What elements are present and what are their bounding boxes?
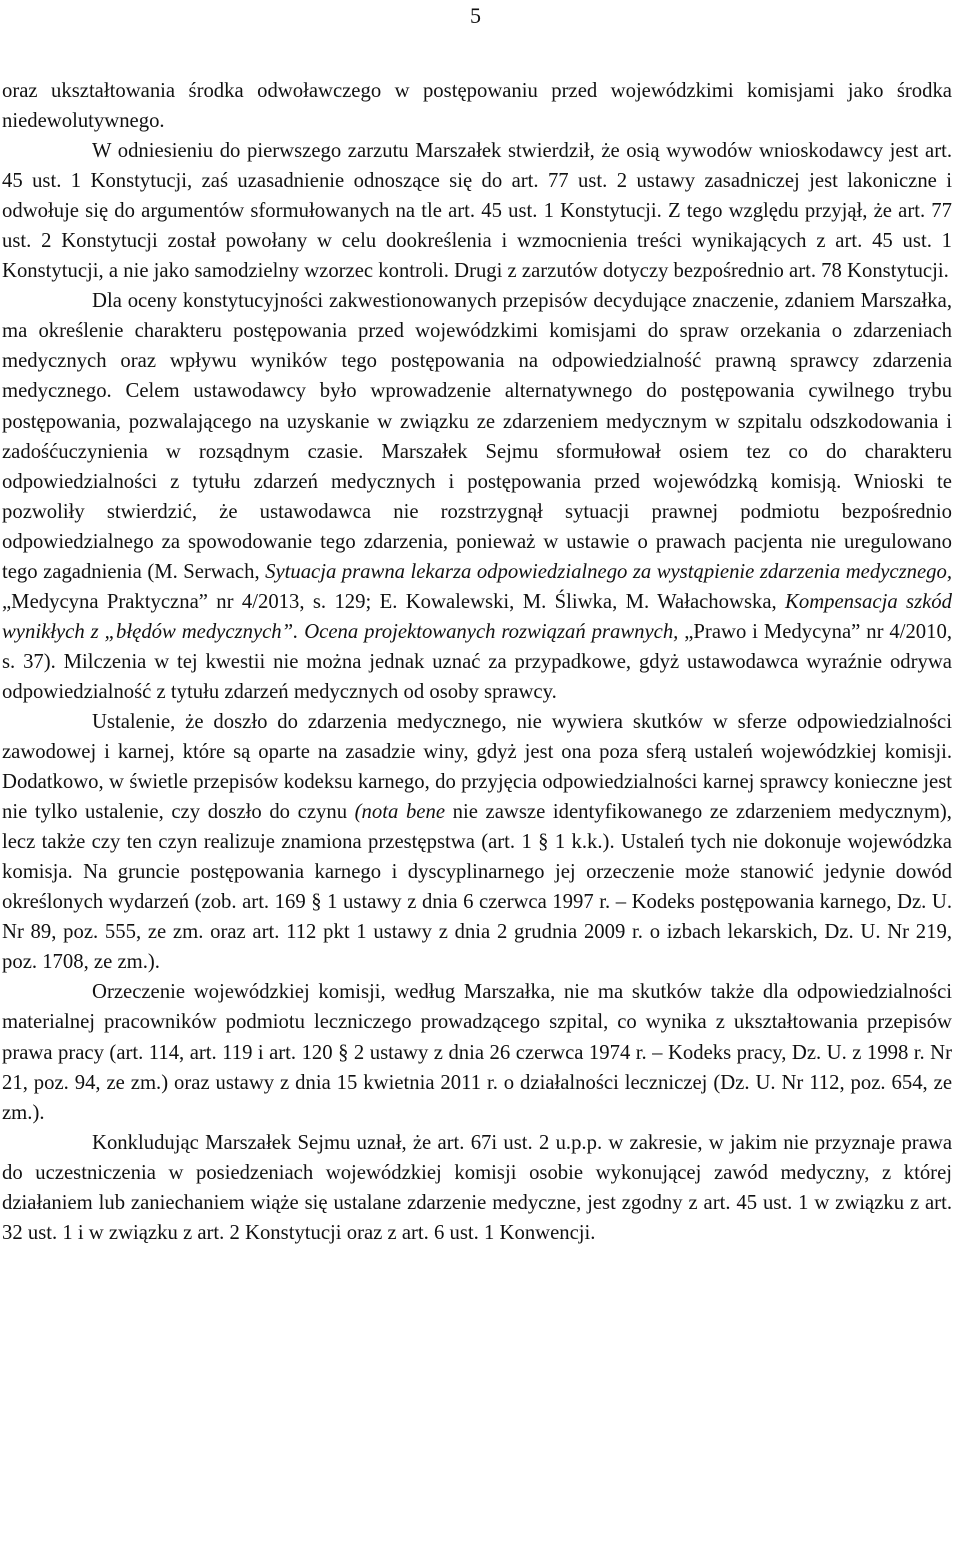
text-run: Dla oceny konstytucyjności zakwestionowanych przepisów decydujące znaczenie, zdaniem Marszałka, ma określenie charakteru postępowania przed wojewódzkimi komisjami do spraw orzekania o zdarzeniach medycznych oraz wpływu wyników tego postępowania na odpowiedzialność prawną sprawcy zdarzenia medycznego. Celem ustawodawcy było wprowadzenie alternatywnego do postępowania cywilnego trybu postępowania, pozwalającego na uzyskanie w związku ze zdarzeniem medycznym w szpitalu odszkodowania i zadośćuczynienia w rozsądnym czasie. Marszałek Sejmu sformułował osiem tez co do charakteru odpowiedzialności z tytułu zdarzeń medycznych i postępowania przed wojewódzką komisją. Wnioski te pozwoliły stwierdzić, że ustawodawca nie rozstrzygnął sytuacji prawnej podmiotu bezpośrednio odpowiedzialnego za spowodowanie tego zdarzenia, ponieważ w ustawie o prawach pacjenta nie uregulowano tego zagadnienia (M. Serwach, (2, 290, 952, 583)
text-run: „Prawo i Medycyna” nr 4/2010, s. 37). Milczenia w tej kwestii nie można jednak uznać za przypadkowe, gdyż ustawodawca wyraźnie odrywa odpowiedzialność z tytułu zdarzeń medycznych od osoby sprawcy. (2, 620, 952, 703)
citation-title-italic: Sytuacja prawna lekarza odpowiedzialnego za wystąpienie zdarzenia medycznego, (265, 560, 953, 583)
paragraph-1 (2, 76, 952, 136)
latin-phrase-italic: (nota bene (354, 801, 446, 824)
text-run: nie zawsze identyfikowanego ze zdarzeniem medycznym), lecz także czy ten czyn realizuje znamiona przestępstwa (art. 1 § 1 k.k.). Ustaleń tych nie dokonuje wojewódzka komisja. Na gruncie postępowania karnego i dyscyplinarnego jej orzeczenie może stanowić jedynie dowód określonych wydarzeń (zob. art. 169 § 1 ustawy z dnia 6 czerwca 1997 r. – Kodeks postępowania karnego, Dz. U. Nr 89, poz. 555, ze zm. oraz art. 112 pkt 1 ustawy z dnia 2 grudnia 2009 r. o izbach lekarskich, Dz. U. Nr 219, poz. 1708, ze zm.). (2, 801, 952, 974)
paragraph-6 (2, 1128, 952, 1248)
citation-title-italic: Kompensacja szkód wynikłych z „błędów medycznych”. Ocena projektowanych rozwiązań prawnych, (2, 590, 952, 643)
text-run: W odniesieniu do pierwszego zarzutu Marszałek stwierdził, że osią wywodów wnioskodawcy jest art. 45 ust. 1 Konstytucji, zaś uzasadnienie odnoszące się do art. 77 ust. 2 ustawy zasadniczej jest lakoniczne i odwołuje się do argumentów sformułowanych na tle art. 45 ust. 1 Konstytucji. Z tego względu przyjął, że art. 77 ust. 2 Konstytucji został powołany w celu dookreślenia i wzmocnienia treści wynikających z art. 45 ust. 1 Konstytucji, a nie jako samodzielny wzorzec kontroli. Drugi z zarzutów dotyczy bezpośrednio art. 78 Konstytucji. (2, 140, 952, 283)
text-run: „Medycyna Praktyczna” nr 4/2013, s. 129; E. Kowalewski, M. Śliwka, M. Wałachowska, (2, 590, 786, 613)
text-run: Orzeczenie wojewódzkiej komisji, według Marszałka, nie ma skutków także dla odpowiedzialności materialnej pracowników podmiotu leczniczego prowadzącego szpital, co wynika z ukształtowania przepisów prawa pracy (art. 114, art. 119 i art. 120 § 2 ustawy z dnia 26 czerwca 1974 r. – Kodeks pracy, Dz. U. z 1998 r. Nr 21, poz. 94, ze zm.) oraz ustawy z dnia 15 kwietnia 2011 r. o działalności leczniczej (Dz. U. Nr 112, poz. 654, ze zm.). (2, 981, 952, 1124)
paragraph-5 (2, 977, 952, 1127)
paragraph-2 (2, 136, 952, 286)
paragraph-3 (2, 286, 952, 707)
page-number: 5 (470, 3, 481, 28)
text-run: Konkludując Marszałek Sejmu uznał, że art. 67i ust. 2 u.p.p. w zakresie, w jakim nie przyznaje prawa do uczestniczenia w posiedzeniach wojewódzkiej komisji osobie wykonującej zawód medyczny, z której działaniem lub zaniechaniem wiąże się ustalane zdarzenie medyczne, jest zgodny z art. 45 ust. 1 w związku z art. 32 ust. 1 i w związku z art. 2 Konstytucji oraz z art. 6 ust. 1 Konwencji. (2, 1131, 952, 1244)
text-run: oraz ukształtowania środka odwoławczego w postępowaniu przed wojewódzkimi komisjami jako środka niedewolutywnego. (2, 80, 952, 133)
document-body (2, 76, 952, 1248)
paragraph-4 (2, 707, 952, 977)
text-run: Ustalenie, że doszło do zdarzenia medycznego, nie wywiera skutków w sferze odpowiedzialności zawodowej i karnej, które są oparte na zasadzie winy, gdyż jest ona poza sferą ustaleń wojewódzkiej komisji. Dodatkowo, w świetle przepisów kodeksu karnego, do przyjęcia odpowiedzialności karnej sprawcy konieczne jest nie tylko ustalenie, czy doszło do czynu (2, 710, 952, 824)
